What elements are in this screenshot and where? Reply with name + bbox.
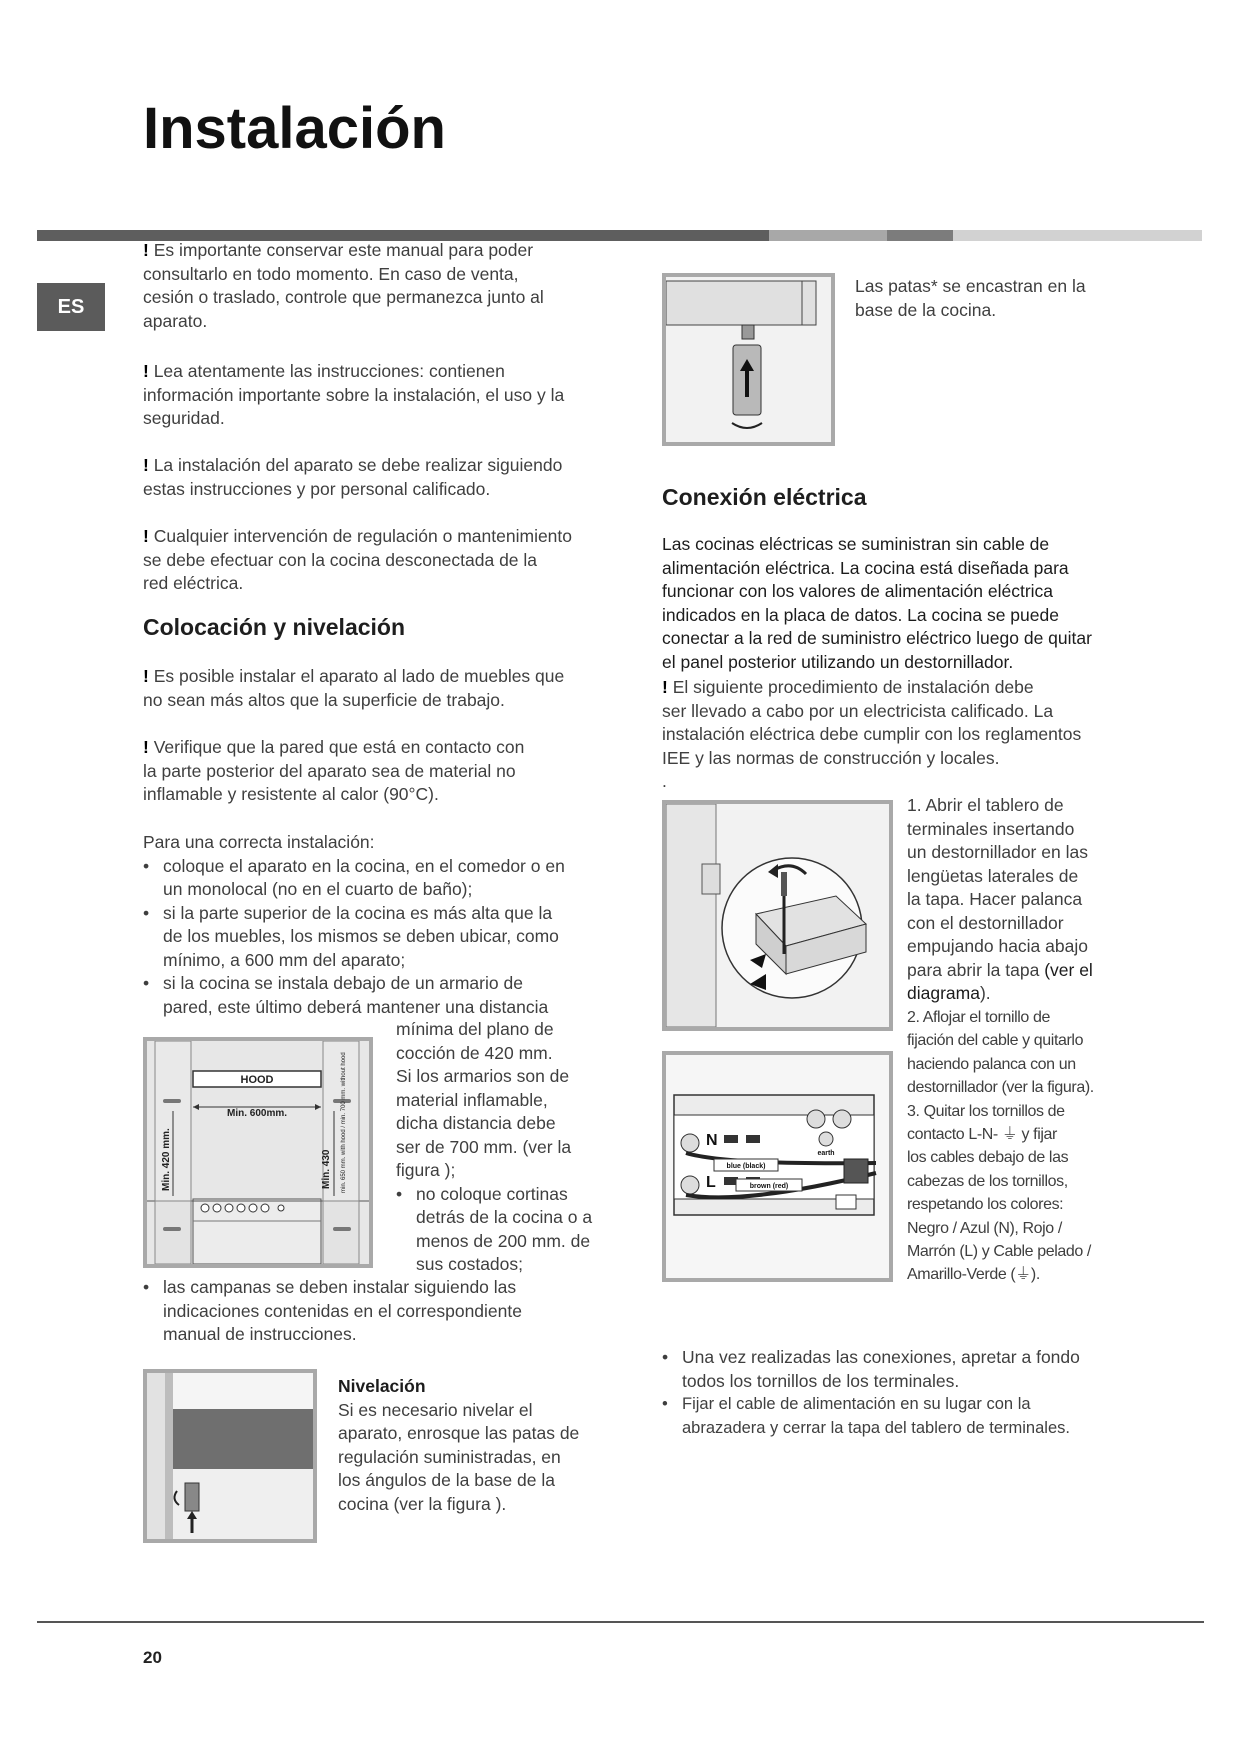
list-item: • Una vez realizadas las conexiones, apretar a fondo todos los tornillos de los terminales.	[662, 1346, 1142, 1393]
electric-intro: Las cocinas eléctricas se suministran sin cable de alimentación eléctrica. La cocina está diseñada para funcionar con los valores de alimentación eléctrica indicados en la placa de datos. La cocina se puede conectar a la red de suministro eléctrico luego de quitar el panel posterior utilizando un destornillador.	[662, 534, 1092, 672]
terminal-box-figure	[662, 800, 893, 1031]
terminal-l-label: L	[706, 1174, 716, 1191]
header-bar-mid	[769, 230, 887, 241]
step-2-3: 2. Aflojar el tornillo de fijación del cable y quitarlo haciendo palanca con un destornillador (ver la figura). 3. Quitar los tornillos de contacto L-N- ⏚ y fijar los cables debajo de las cabezas de los tornillos, respetando los colores: Negro / Azul (N), Rojo / Marrón (L) y Cable pelado / Amarillo-Verde (⏚).	[907, 1009, 1094, 1284]
list-item: • Fijar el cable de alimentación en su lugar con la abrazadera y cerrar la tapa del tablero de terminales.	[662, 1393, 1142, 1440]
wiring-figure	[662, 1051, 893, 1282]
note-keep-manual: ! Es importante conservar este manual para poder consultarlo en todo momento. En caso de venta, cesión o traslado, controle que permanezca junto al aparato.	[143, 240, 544, 331]
min-600-label: Min. 600mm.	[226, 1108, 288, 1119]
installation-intro: Para una correcta instalación: • coloque el aparato en la cocina, en el comedor o en un monolocal (no en el cuarto de baño); • si la parte superior de la cocina es más alta que la de los muebles, los mismos se deben ubicar, como mínimo, a 600 mm del aparato; • si la cocina se instala debajo de un armario de pared, este último deberá mantener una distancia	[143, 831, 618, 1019]
note-disconnect: ! Cualquier intervención de regulación o mantenimiento se debe efectuar con la cocina desconectada de la red eléctrica.	[143, 526, 573, 593]
list-item: • si la parte superior de la cocina es más alta que la de los muebles, los mismos se deben ubicar, como mínimo, a 600 mm del aparato;	[143, 902, 618, 973]
note-read-instructions: ! Lea atentamente las instrucciones: contienen información importante sobre la instalación, el uso y la seguridad.	[143, 361, 565, 428]
min-420-label: Min. 420 mm.	[161, 1128, 172, 1191]
hood-label: HOOD	[240, 1074, 274, 1086]
note-qualified-personnel: ! La instalación del aparato se debe realizar siguiendo estas instrucciones y por personal calificado.	[143, 455, 563, 499]
page-number: 20	[143, 1648, 162, 1667]
list-item: • si la cocina se instala debajo de un armario de pared, este último deberá mantener una distancia	[143, 972, 618, 1019]
list-item: • coloque el aparato en la cocina, en el comedor o en un monolocal (no en el cuarto de baño);	[143, 855, 618, 902]
min-430-label: Min. 430	[321, 1149, 332, 1189]
earth-label: earth	[817, 1150, 835, 1157]
note-furniture-height: ! Es posible instalar el aparato al lado de muebles que no sean más altos que la superficie de trabajo.	[143, 666, 565, 710]
list-item: • no coloque cortinas detrás de la cocina o a menos de 200 mm. de sus costados;	[396, 1183, 626, 1277]
bullet3-continuation: mínima del plano de cocción de 420 mm. Si los armarios son de material inflamable, dicha distancia debe ser de 700 mm. (ver la figura ); • no coloque cortinas detrás de la cocina o a menos de 200 mm. de sus costados;	[396, 1018, 626, 1277]
header-bar-light	[953, 230, 1202, 241]
note-wall-material: ! Verifique que la pared que está en contacto con la parte posterior del aparato sea de material no inflamable y resistente al calor (90°C).	[143, 737, 525, 804]
final-bullets	[662, 1346, 1142, 1440]
leveling-block: Nivelación Si es necesario nivelar el aparato, enrosque las patas de regulación suministradas, en los ángulos de la base de la cocina (ver la figura ).	[338, 1375, 628, 1516]
heading-electric: Conexión eléctrica	[662, 484, 867, 510]
leveling-figure	[143, 1369, 317, 1543]
page-title: Instalación	[143, 96, 446, 161]
hood-clearance-figure	[143, 1037, 373, 1268]
terminal-n-label: N	[706, 1132, 718, 1149]
blue-wire-label: blue (black)	[726, 1163, 766, 1170]
legs-text: Las patas* se encastran en la base de la cocina.	[855, 276, 1086, 320]
legs-figure	[662, 273, 835, 446]
language-tab: ES	[37, 283, 105, 331]
step-1: 1. Abrir el tablero de terminales insertando un destornillador en las lengüetas laterales de la tapa. Hacer palanca con el destornillador empujando hacia abajo para abrir la tapa (ver el diagrama).	[907, 795, 1093, 1003]
bullet-hoods: • las campanas se deben instalar siguiendo las indicaciones contenidas en el correspondiente manual de instrucciones.	[143, 1276, 618, 1347]
brown-wire-label: brown (red)	[749, 1183, 789, 1190]
footer-rule	[37, 1621, 1204, 1623]
heading-placement: Colocación y nivelación	[143, 614, 406, 640]
header-bar-accent	[887, 230, 953, 241]
leveling-heading: Nivelación	[338, 1376, 426, 1396]
note-electrician: ! El siguiente procedimiento de instalación debe ser llevado a cabo por un electricista calificado. La instalación eléctrica debe cumplir con los reglamentos IEE y las normas de construcción y locales. .	[662, 677, 1082, 791]
hood-side-label: min. 650 mm. with hood / min. 700 mm. without hood	[341, 1052, 347, 1193]
